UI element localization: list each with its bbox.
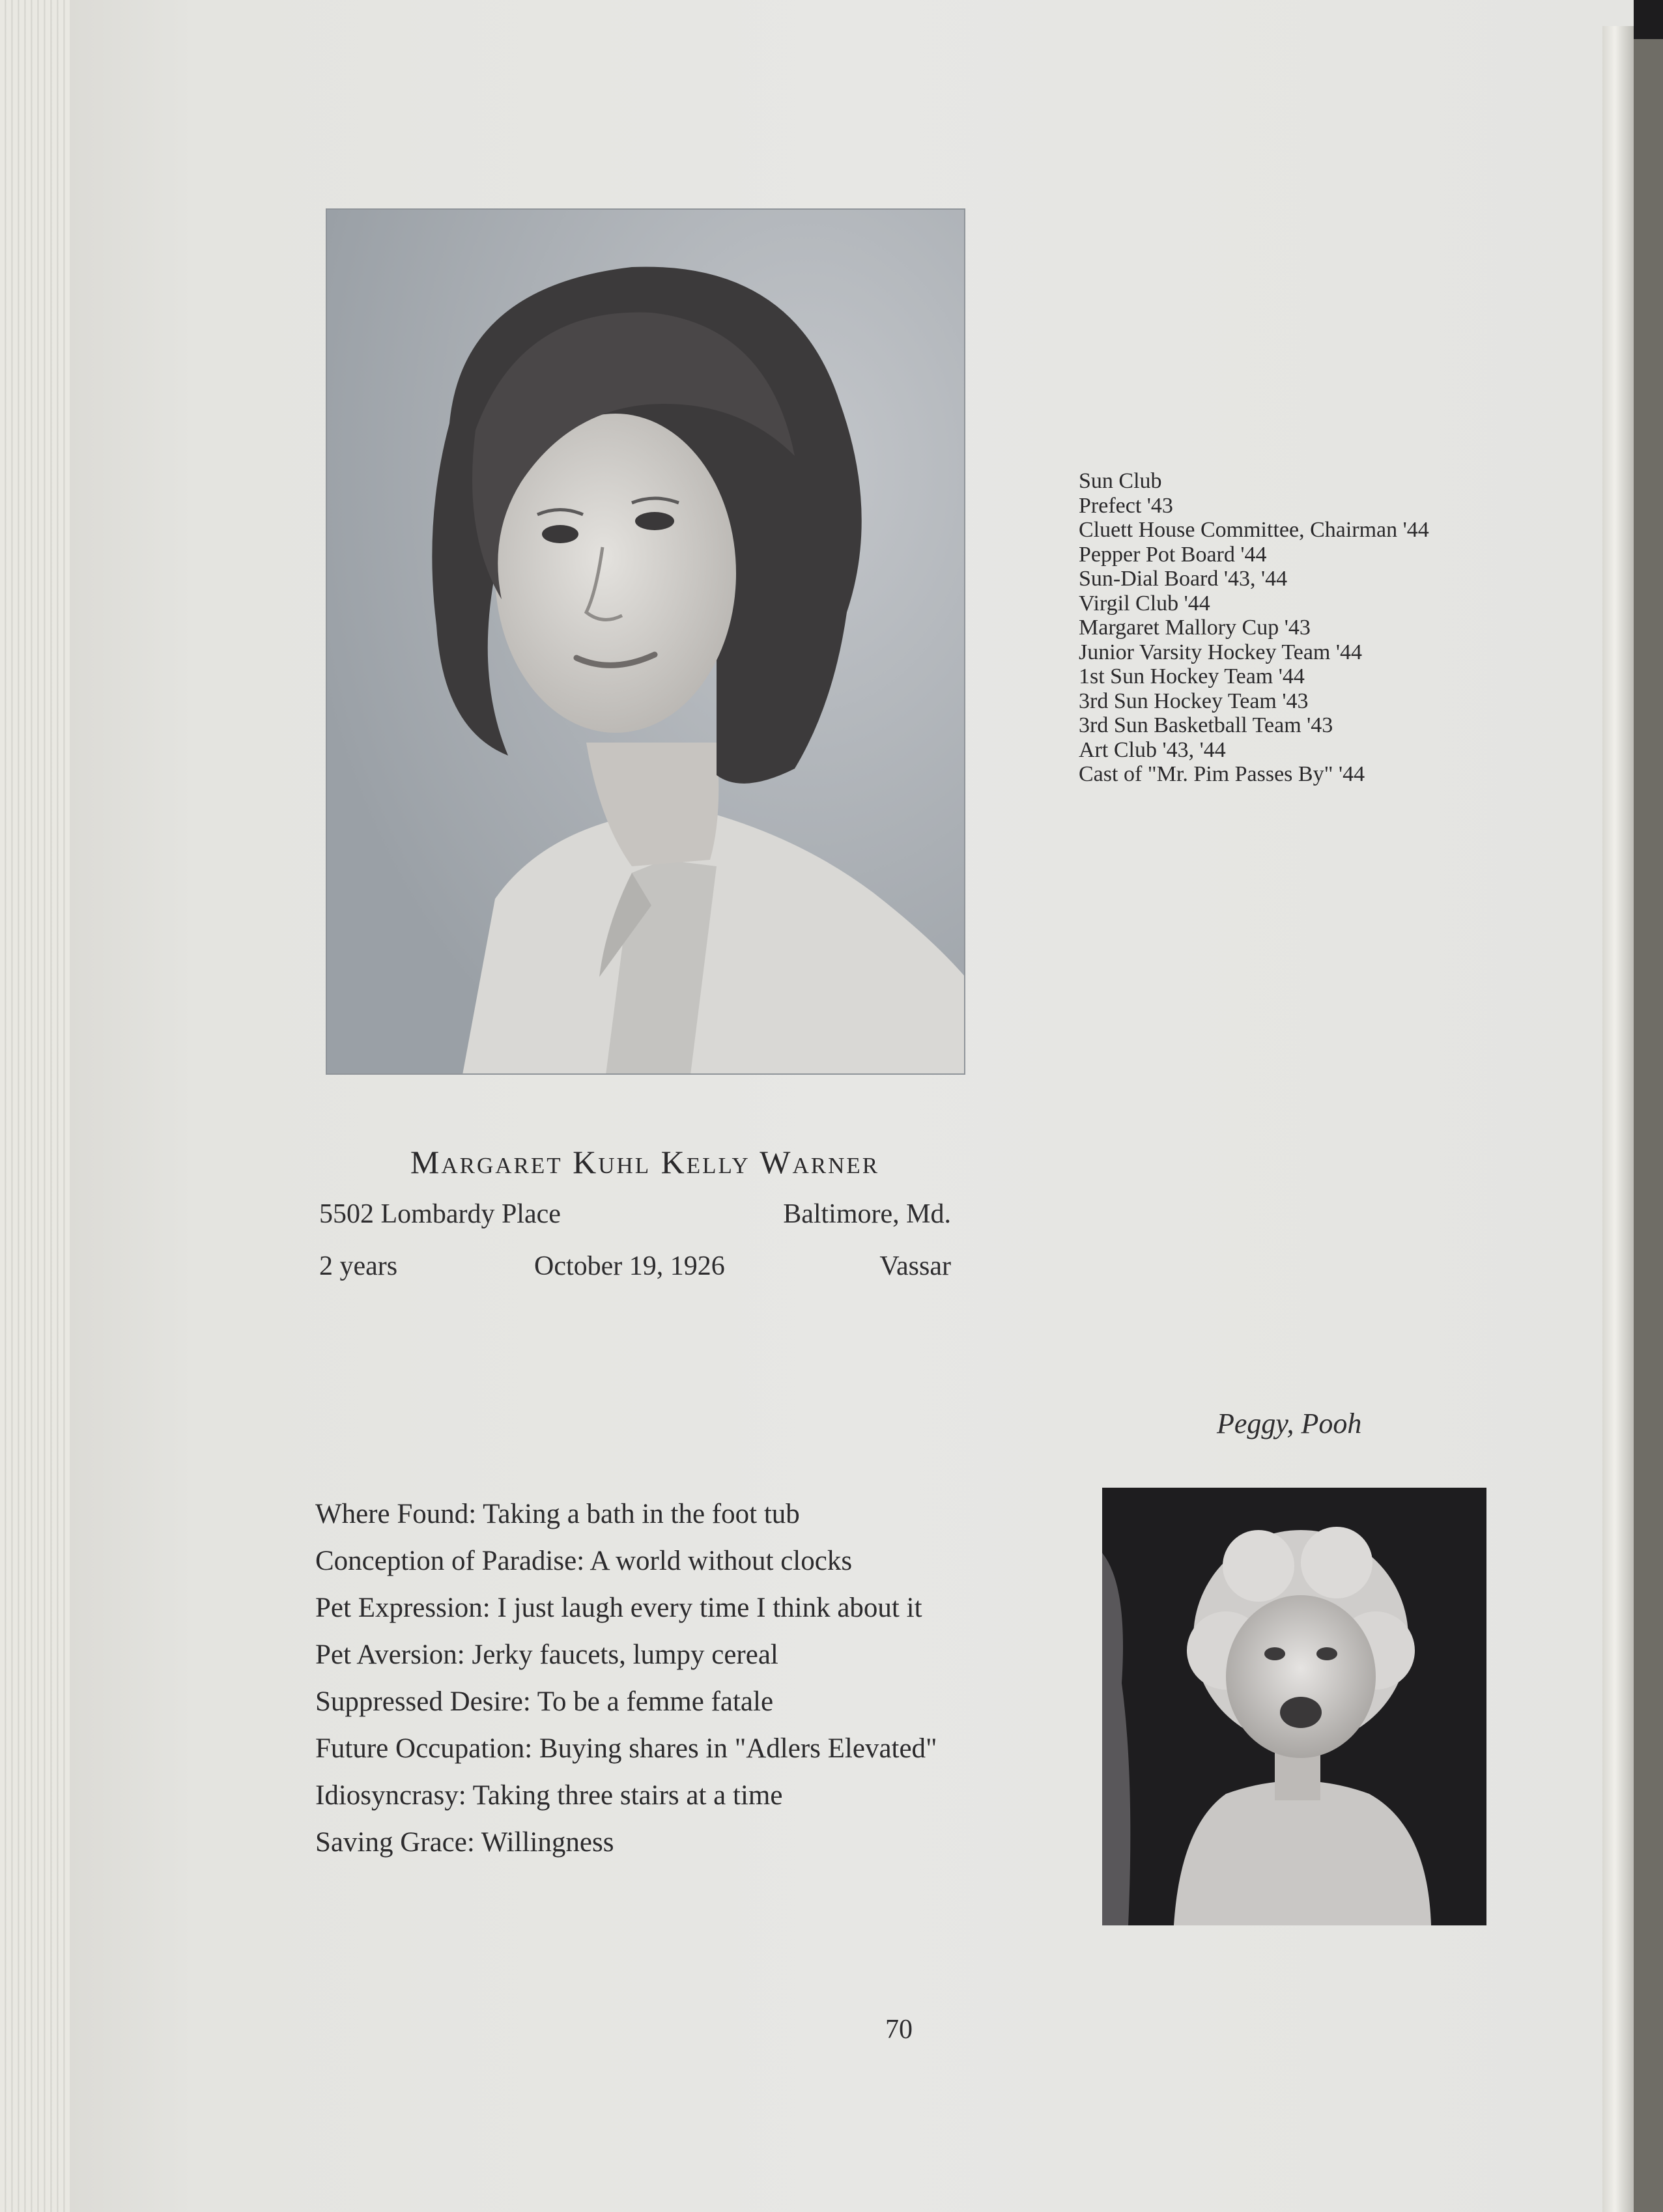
qa-suppressed-desire: Suppressed Desire: To be a femme fatale bbox=[315, 1686, 774, 1717]
activity-item: 3rd Sun Basketball Team '43 bbox=[1079, 713, 1333, 737]
qa-future-occupation: Future Occupation: Buying shares in "Adlers Elevated" bbox=[315, 1733, 937, 1764]
nickname: Peggy, Pooh bbox=[1217, 1408, 1362, 1439]
childhood-photo bbox=[1102, 1488, 1486, 1925]
activities-list bbox=[1079, 469, 1496, 787]
qa-where-found: Where Found: Taking a bath in the foot tub bbox=[315, 1499, 800, 1529]
activity-item: Pepper Pot Board '44 bbox=[1079, 542, 1267, 567]
activity-item: 3rd Sun Hockey Team '43 bbox=[1079, 688, 1309, 713]
activity-item: Prefect '43 bbox=[1079, 493, 1173, 518]
activity-item: Art Club '43, '44 bbox=[1079, 737, 1226, 762]
qa-pet-expression: Pet Expression: I just laugh every time I think about it bbox=[315, 1593, 922, 1623]
activity-item: Virgil Club '44 bbox=[1079, 591, 1210, 616]
years-attended: 2 years bbox=[319, 1251, 398, 1281]
page-stack-edges bbox=[0, 0, 78, 2212]
college: Vassar bbox=[879, 1251, 951, 1281]
activity-item: Cluett House Committee, Chairman '44 bbox=[1079, 518, 1429, 542]
activity-item: Cast of "Mr. Pim Passes By" '44 bbox=[1079, 762, 1365, 786]
qa-idiosyncrasy: Idiosyncrasy: Taking three stairs at a time bbox=[315, 1780, 783, 1811]
activity-item: Margaret Mallory Cup '43 bbox=[1079, 616, 1311, 640]
page-right-edge bbox=[1602, 26, 1634, 2212]
qa-saving-grace: Saving Grace: Willingness bbox=[315, 1827, 614, 1858]
activity-item: Sun-Dial Board '43, '44 bbox=[1079, 567, 1288, 591]
senior-portrait-photo bbox=[326, 208, 965, 1075]
activity-item: Junior Varsity Hockey Team '44 bbox=[1079, 640, 1362, 664]
student-name: Margaret Kuhl Kelly Warner bbox=[410, 1144, 880, 1180]
activity-item: Sun Club bbox=[1079, 469, 1162, 493]
city-state: Baltimore, Md. bbox=[783, 1199, 951, 1229]
page-number: 70 bbox=[885, 2015, 913, 2045]
qa-pet-aversion: Pet Aversion: Jerky faucets, lumpy cereal bbox=[315, 1639, 778, 1670]
personality-qa-list bbox=[315, 1498, 954, 1873]
activity-item: 1st Sun Hockey Team '44 bbox=[1079, 664, 1305, 688]
qa-conception-of-paradise: Conception of Paradise: A world without clocks bbox=[315, 1546, 853, 1576]
street-address: 5502 Lombardy Place bbox=[319, 1199, 561, 1229]
birth-date: October 19, 1926 bbox=[534, 1251, 725, 1281]
